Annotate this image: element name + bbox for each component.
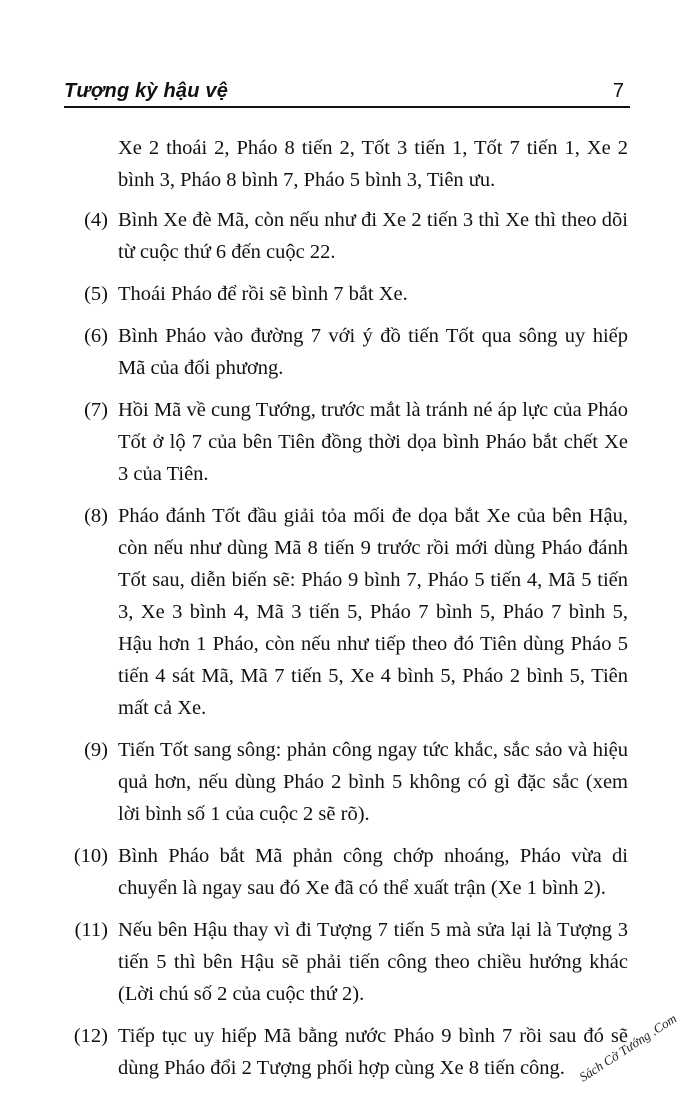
note-item (0, 840, 700, 904)
note-text: Thoái Pháo để rồi sẽ bình 7 bắt Xe. (118, 283, 408, 305)
note-text: Xe 2 thoái 2, Pháo 8 tiến 2, Tốt 3 tiến 1, Tốt 7 tiến 1, Xe 2 bình 3, Pháo 8 bình 7, Pháo 5 bình 3, Tiên ưu. (118, 137, 628, 191)
note-item (0, 320, 700, 384)
note-text: Tiến Tốt sang sông: phản công ngay tức khắc, sắc sảo và hiệu quả hơn, nếu dùng Pháo 2 bình 5 không có gì đặc sắc (xem lời bình số 1 của cuộc 2 sẽ rõ). (118, 739, 628, 825)
watermark: Sách Cờ Tướng .Com (576, 1010, 680, 1085)
note-text: Bình Pháo vào đường 7 với ý đồ tiến Tốt qua sông uy hiếp Mã của đối phương. (118, 325, 628, 379)
note-number: (10) (73, 845, 108, 867)
notes-list (0, 132, 700, 1094)
note-text: Bình Xe đè Mã, còn nếu như đi Xe 2 tiến 3 thì Xe thì theo dõi từ cuộc thứ 6 đến cuộc 22. (118, 209, 628, 263)
note-number: (11) (74, 919, 108, 941)
note-continuation (0, 132, 700, 196)
note-number: (7) (84, 399, 108, 421)
note-item (0, 394, 700, 490)
page-number: 7 (612, 80, 624, 102)
note-number: (8) (84, 505, 108, 527)
note-text: Tiếp tục uy hiếp Mã bằng nước Pháo 9 bình 7 rồi sau đó sẽ dùng Pháo đổi 2 Tượng phối hợp cùng Xe 8 tiến công. (118, 1025, 628, 1079)
note-text: Pháo đánh Tốt đầu giải tỏa mối đe dọa bắt Xe của bên Hậu, còn nếu như dùng Mã 8 tiến 9 trước rồi mới dùng Pháo đánh Tốt sau, diễn biến sẽ: Pháo 9 bình 7, Pháo 5 tiến 4, Mã 5 tiến 3, Xe 3 bình 4, Mã 3 tiến 5, Pháo 7 bình 5, Pháo 7 bình 5, Hậu hơn 1 Pháo, còn nếu như tiếp theo đó Tiên dùng Pháo 5 tiến 4 sát Mã, Mã 7 tiến 5, Xe 4 bình 5, Pháo 2 bình 5, Tiên mất cả Xe. (118, 505, 628, 719)
note-number: (9) (84, 739, 108, 761)
note-text: Bình Pháo bắt Mã phản công chớp nhoáng, Pháo vừa di chuyển là ngay sau đó Xe đã có thể xuất trận (Xe 1 bình 2). (118, 845, 628, 899)
header-title: Tượng kỳ hậu vệ (64, 80, 229, 102)
note-item (0, 500, 700, 724)
note-text: Nếu bên Hậu thay vì đi Tượng 7 tiến 5 mà sửa lại là Tượng 3 tiến 5 thì bên Hậu sẽ phải tiến công theo chiều hướng khác (Lời chú số 2 của cuộc thứ 2). (118, 919, 628, 1005)
note-number: (6) (84, 325, 108, 347)
note-item (0, 204, 700, 268)
running-header (64, 74, 630, 108)
note-item (0, 278, 700, 310)
note-number: (5) (84, 283, 108, 305)
note-number: (4) (84, 209, 108, 231)
note-number: (12) (73, 1025, 108, 1047)
note-item (0, 734, 700, 830)
note-text: Hồi Mã về cung Tướng, trước mắt là tránh né áp lực của Pháo Tốt ở lộ 7 của bên Tiên đồng thời dọa bình Pháo bắt chết Xe 3 của Tiên. (118, 399, 628, 485)
note-item (0, 914, 700, 1010)
